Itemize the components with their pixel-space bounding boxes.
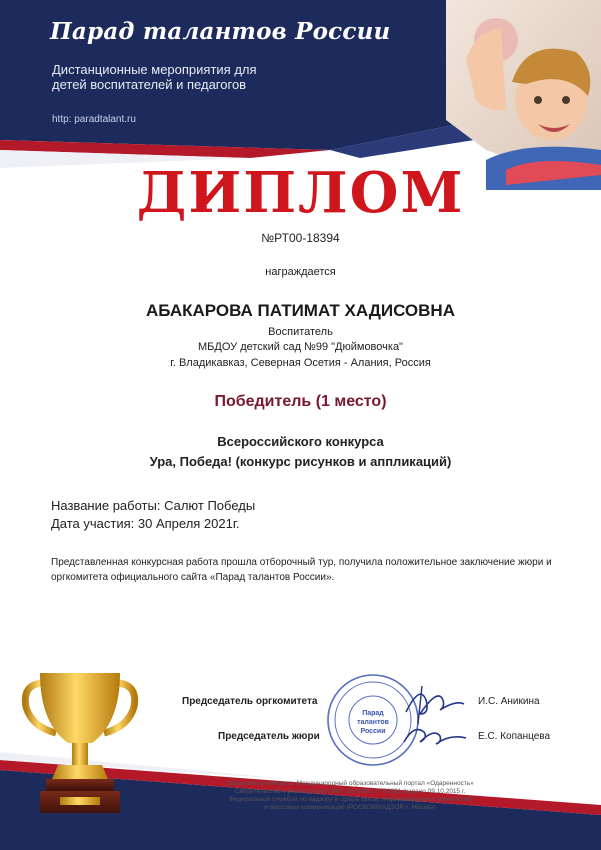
recipient-organization: МБДОУ детский сад №99 "Дюймовочка" <box>198 341 403 353</box>
footer-line: и массовых коммуникаций (РОСКОМНАДЗОР, г. Москва) <box>264 804 436 811</box>
stamp-line-2: талантов <box>357 719 389 726</box>
certificate-note: Представленная конкурсная работа прошла отборочный тур, получила положительное заключение жюри и оргкомитета официального сайта «Парад талантов России». <box>51 557 552 583</box>
trophy-icon <box>20 665 140 825</box>
participation-date: Дата участия: 30 Апреля 2021г. <box>51 516 240 531</box>
award-place: Победитель (1 место) <box>214 393 387 410</box>
brand-url: http: paradtalant.ru <box>52 114 136 125</box>
stamp-line-3: России <box>360 728 386 735</box>
brand-title: Парад талантов России <box>50 18 391 45</box>
footer-line: Организатор конкурса: Международный образовательный портал «Одаренность» <box>226 780 474 787</box>
jury-chair-label: Председатель жюри <box>218 731 320 742</box>
footer-info <box>180 780 520 812</box>
brand-subtitle: Дистанционные мероприятия для детей воспитателей и педагогов <box>52 62 257 92</box>
recipient-city: г. Владикавказ, Северная Осетия - Алания, Россия <box>170 357 431 369</box>
footer-line: Свидетельство о регистрации СМИ: Эл №ФС 77-63331 выдано 09.10.2015 г. <box>234 788 466 795</box>
recipient-position: Воспитатель <box>268 326 333 338</box>
org-chair-label: Председатель оргкомитета <box>182 696 318 707</box>
diploma-number: №РТ00-18394 <box>261 231 340 245</box>
signature-icon <box>400 680 470 760</box>
recipient-name: АБАКАРОВА ПАТИМАТ ХАДИСОВНА <box>146 301 455 320</box>
footer-line: Федеральной службой по надзору в сфере связи, информационных технологий <box>229 796 471 803</box>
awarded-label: награждается <box>265 266 336 278</box>
stamp-line-1: Парад <box>362 710 384 717</box>
work-title: Название работы: Салют Победы <box>51 498 256 513</box>
org-chair-name: И.С. Аникина <box>478 696 540 707</box>
jury-chair-name: Е.С. Копанцева <box>478 731 551 742</box>
diploma-heading: ДИПЛОМ <box>136 160 465 226</box>
contest-title-line2: Ура, Победа! (конкурс рисунков и аппликаций) <box>149 454 452 469</box>
contest-title-line1: Всероссийского конкурса <box>217 434 384 449</box>
